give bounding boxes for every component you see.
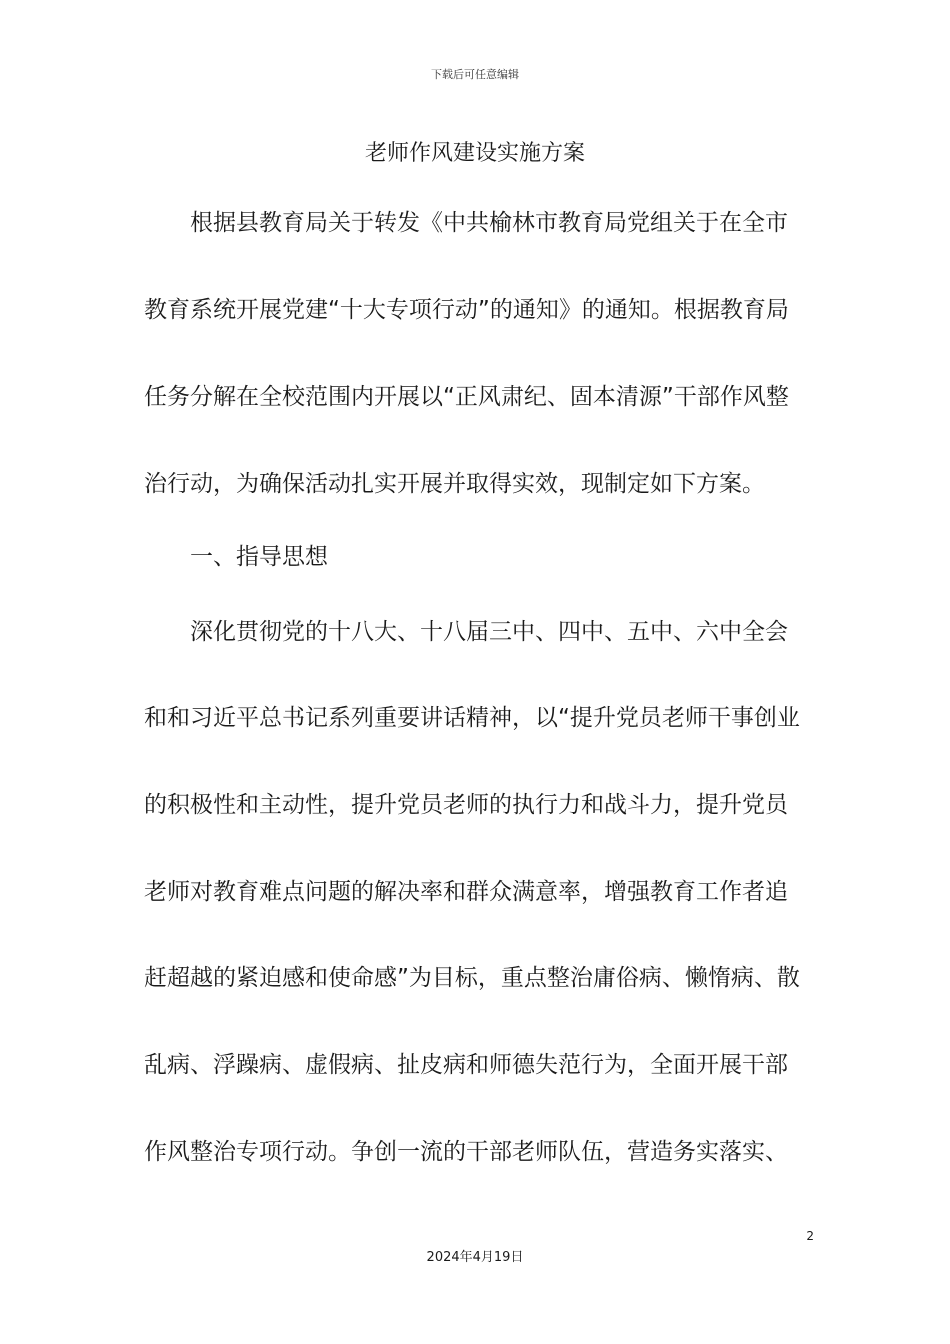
paragraph-line: 根据县教育局关于转发《中共榆林市教育局党组关于在全市: [190, 210, 788, 236]
paragraph-line: 和和习近平总书记系列重要讲话精神，以“提升党员老师干事创业: [144, 705, 800, 731]
paragraph-line: 赶超越的紧迫感和使命感”为目标，重点整治庸俗病、懒惰病、散: [144, 965, 800, 991]
header-note: 下载后可任意编辑: [431, 68, 519, 81]
paragraph-line: 作风整治专项行动。争创一流的干部老师队伍，营造务实落实、: [144, 1139, 788, 1165]
paragraph-line: 教育系统开展党建“十大专项行动”的通知》的通知。根据教育局: [144, 297, 789, 323]
paragraph-line: 老师对教育难点问题的解决率和群众满意率，增强教育工作者追: [144, 879, 788, 905]
paragraph-line: 治行动，为确保活动扎实开展并取得实效，现制定如下方案。: [144, 471, 765, 497]
footer-date: 2024年4月19日: [426, 1250, 524, 1265]
paragraph-line: 的积极性和主动性，提升党员老师的执行力和战斗力，提升党员: [144, 792, 788, 818]
document-title: 老师作风建设实施方案: [364, 141, 585, 166]
section-heading: 一、指导思想: [190, 544, 328, 570]
paragraph-line: 乱病、浮躁病、虚假病、扯皮病和师德失范行为，全面开展干部: [144, 1052, 788, 1078]
paragraph-line: 深化贯彻党的十八大、十八届三中、四中、五中、六中全会: [190, 619, 788, 645]
paragraph-line: 任务分解在全校范围内开展以“正风肃纪、固本清源”干部作风整: [144, 384, 789, 410]
page-number: 2: [806, 1229, 814, 1243]
